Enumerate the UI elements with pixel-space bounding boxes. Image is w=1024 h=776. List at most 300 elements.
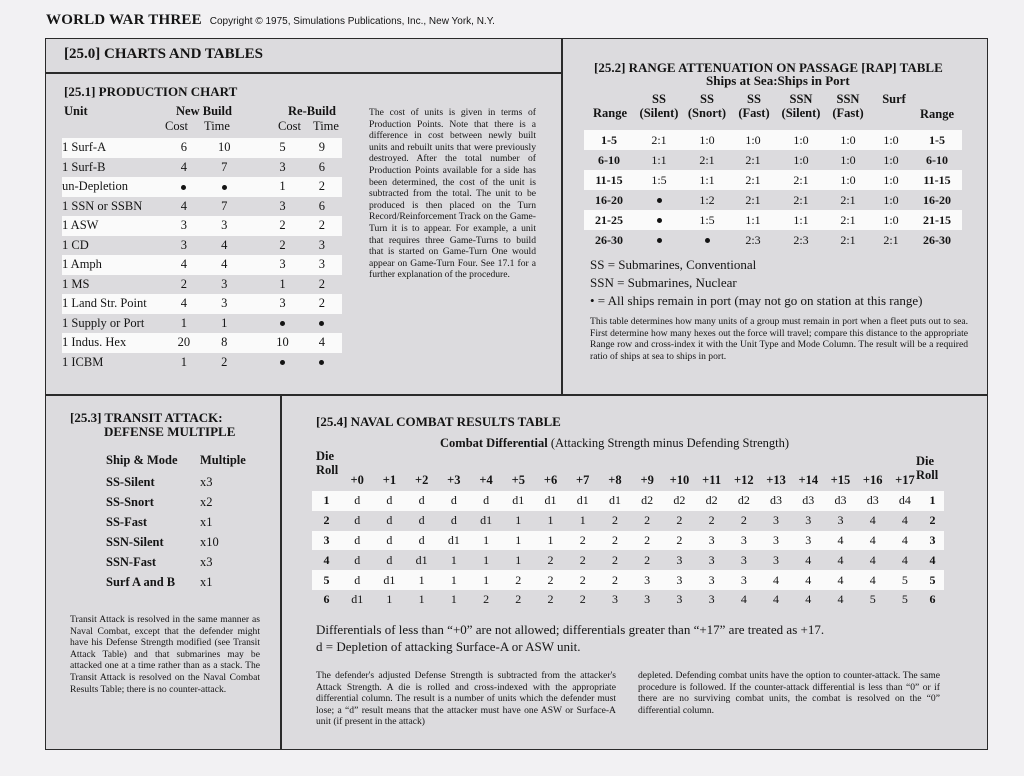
- header-spacer: [312, 469, 341, 491]
- result-cell: 3: [773, 513, 780, 528]
- table-cell: 7: [221, 198, 228, 213]
- unit-name: un-Depletion: [62, 177, 165, 197]
- result-cell: d: [386, 513, 393, 528]
- table-row: [584, 170, 962, 190]
- section-title: [25.0] CHARTS AND TABLES: [64, 46, 263, 62]
- result-cell: 2: [515, 592, 522, 607]
- result-cell: 2: [611, 513, 618, 528]
- result-cell: d1: [373, 570, 405, 590]
- result-cell: 1: [406, 570, 438, 590]
- table-row: [312, 511, 944, 531]
- differential-header: +13: [766, 472, 786, 487]
- table-cell: 3: [279, 198, 286, 213]
- table-cell: 2: [279, 237, 286, 252]
- result-cell: d1: [567, 491, 599, 511]
- roll-label: Roll: [316, 463, 339, 477]
- rap-col-range: Range: [592, 106, 628, 120]
- ratio-cell: 1:0: [883, 152, 899, 167]
- ratio-cell: [634, 190, 684, 210]
- dot-icon: [705, 238, 710, 243]
- result-cell: d2: [663, 491, 695, 511]
- result-cell: 1: [534, 531, 566, 551]
- result-cell: 3: [708, 592, 715, 607]
- col-cost: Cost: [165, 119, 188, 133]
- table-row: [62, 197, 342, 217]
- table-cell: 7: [221, 159, 228, 174]
- result-cell: 3: [773, 552, 780, 567]
- result-cell: 4: [824, 570, 856, 590]
- ratio-cell: 1:0: [870, 130, 912, 150]
- result-cell: 2: [599, 570, 631, 590]
- result-cell: 2: [708, 513, 715, 528]
- dot-icon: [657, 238, 662, 243]
- differential-header: +16: [862, 472, 883, 487]
- result-cell: 3: [696, 570, 728, 590]
- result-cell: 1: [515, 552, 522, 567]
- rap-table: [584, 130, 962, 250]
- result-cell: 5: [901, 592, 908, 607]
- result-cell: 2: [631, 531, 663, 551]
- result-cell: 4: [740, 592, 747, 607]
- col-multiple: Multiple: [200, 453, 246, 467]
- table-row: [62, 216, 342, 236]
- unit-name: 1 Supply or Port: [62, 315, 145, 330]
- result-cell: 2: [567, 531, 599, 551]
- ratio-cell: 1:1: [776, 210, 826, 230]
- result-cell: 4: [837, 592, 844, 607]
- result-cell: d3: [824, 491, 856, 511]
- result-cell: 2: [534, 570, 566, 590]
- ratio-cell: 1:0: [776, 130, 826, 150]
- table-row: [62, 236, 342, 256]
- result-cell: 2: [611, 552, 618, 567]
- range-cell: 11-15: [912, 170, 962, 190]
- rap-col-ss-snort: SS (Snort): [687, 92, 727, 120]
- table-row: [62, 353, 342, 373]
- rap-col-ssn-fast: SSN (Fast): [832, 92, 864, 120]
- table-cell: 4: [165, 255, 203, 275]
- ratio-cell: 2:1: [634, 130, 684, 150]
- ratio-cell: 1:0: [826, 130, 870, 150]
- table-row: [584, 130, 962, 150]
- result-cell: 3: [805, 513, 812, 528]
- result-cell: d3: [857, 491, 889, 511]
- range-cell: 21-15: [912, 210, 962, 230]
- ratio-cell: 2:1: [776, 170, 826, 190]
- unit-name: 1 Indus. Hex: [62, 333, 165, 353]
- table-row: [62, 314, 342, 334]
- transit-title-line1: [25.3] TRANSIT ATTACK:: [70, 410, 223, 425]
- divider: [45, 394, 988, 396]
- table-row: [62, 158, 342, 178]
- rap-col-surf: Surf: [882, 92, 906, 106]
- result-cell: 2: [599, 531, 631, 551]
- table-cell: [302, 353, 342, 373]
- result-cell: 1: [470, 531, 502, 551]
- result-cell: 4: [760, 570, 792, 590]
- table-cell: 3: [221, 276, 228, 291]
- table-row: [62, 138, 342, 158]
- result-cell: d1: [599, 491, 631, 511]
- result-cell: 1: [438, 570, 470, 590]
- document-title: WORLD WAR THREE: [46, 12, 202, 28]
- table-cell: 2: [263, 216, 301, 236]
- ratio-cell: 1:0: [730, 130, 776, 150]
- range-cell: 16-20: [595, 192, 623, 207]
- unit-name: 1 MS: [62, 276, 90, 291]
- result-cell: d1: [502, 491, 534, 511]
- divider: [561, 38, 563, 395]
- table-cell: 10: [263, 333, 301, 353]
- result-cell: 2: [502, 570, 534, 590]
- unit-name: 1 ICBM: [62, 354, 104, 369]
- col-time: Time: [204, 119, 230, 133]
- unit-name: 1 CD: [62, 237, 89, 252]
- result-cell: 2: [483, 592, 490, 607]
- ratio-cell: 1:1: [684, 170, 730, 190]
- table-cell: 3: [203, 294, 263, 314]
- copyright: Copyright © 1975, Simulations Publications, Inc., New York, N.Y.: [209, 16, 495, 27]
- result-cell: 4: [857, 570, 889, 590]
- ship-mode: SS-Snort: [106, 494, 154, 509]
- unit-name: 1 Surf-A: [62, 138, 165, 158]
- dot-icon: [222, 185, 227, 190]
- table-cell: 4: [302, 333, 342, 353]
- result-cell: 3: [837, 513, 844, 528]
- range-cell: 11-15: [584, 170, 634, 190]
- differential-header: +15: [830, 472, 851, 487]
- die-roll-cell: 2: [323, 513, 330, 528]
- table-cell: 3: [318, 237, 325, 252]
- ratio-cell: 2:1: [730, 170, 776, 190]
- result-cell: 4: [889, 531, 921, 551]
- table-cell: 4: [165, 294, 203, 314]
- table-cell: 8: [203, 333, 263, 353]
- multiple: x2: [200, 494, 213, 509]
- result-cell: 4: [869, 513, 876, 528]
- result-cell: 4: [805, 592, 812, 607]
- ship-mode: Surf A and B: [106, 574, 176, 589]
- ratio-cell: [634, 210, 684, 230]
- result-cell: 5: [889, 570, 921, 590]
- result-cell: 1: [470, 570, 502, 590]
- result-cell: d: [418, 513, 425, 528]
- differential-header: +3: [447, 472, 461, 487]
- differential-header: +5: [511, 472, 525, 487]
- multiple: x1: [200, 574, 213, 589]
- result-cell: 4: [857, 531, 889, 551]
- result-cell: d1: [480, 513, 493, 528]
- table-cell: 3: [302, 255, 342, 275]
- result-cell: 3: [728, 570, 760, 590]
- multiple: x1: [200, 514, 213, 529]
- result-cell: 2: [547, 592, 554, 607]
- ship-mode: SS-Silent: [106, 474, 155, 489]
- unit-name: 1 Land Str. Point: [62, 294, 165, 314]
- result-cell: d3: [792, 491, 824, 511]
- table-cell: 9: [302, 138, 342, 158]
- die-roll-cell: 1: [312, 491, 341, 511]
- die-roll-cell: 3: [312, 531, 341, 551]
- differential-header: +8: [608, 472, 622, 487]
- table-cell: 1: [180, 354, 187, 369]
- legend-ssn: SSN = Submarines, Nuclear: [590, 275, 737, 290]
- result-cell: d: [354, 552, 361, 567]
- result-cell: 3: [631, 570, 663, 590]
- result-cell: d: [386, 552, 393, 567]
- table-row: [62, 177, 342, 197]
- result-cell: d: [450, 513, 457, 528]
- result-cell: 3: [676, 552, 683, 567]
- rap-text: This table determines how many units of a group must remain in port when a fleet puts out to sea. First determine how many hexes out the force will travel; compare this distance to the appropriate Range row and cross-index it with the Unit Type and Mode Column. The result will be a required ratio of ships at sea to ships in port.: [590, 316, 968, 362]
- table-cell: 2: [302, 216, 342, 236]
- result-cell: d: [341, 491, 373, 511]
- table-cell: 6: [318, 159, 325, 174]
- result-cell: d1: [415, 552, 428, 567]
- result-cell: 1: [515, 513, 522, 528]
- dot-icon: [319, 360, 324, 365]
- diff-rest: (Attacking Strength minus Defending Strength): [550, 436, 790, 450]
- ratio-cell: 2:1: [745, 152, 761, 167]
- ratio-cell: [634, 230, 684, 250]
- table-cell: 4: [203, 255, 263, 275]
- dot-icon: [319, 321, 324, 326]
- result-cell: 4: [837, 552, 844, 567]
- table-cell: [263, 314, 301, 334]
- table-row: [106, 532, 256, 552]
- result-cell: 1: [579, 513, 586, 528]
- table-cell: 2: [318, 276, 325, 291]
- die-roll-cell: 5: [312, 570, 341, 590]
- table-cell: 4: [221, 237, 228, 252]
- ship-mode: SS-Fast: [106, 514, 147, 529]
- table-row: [62, 275, 342, 295]
- unit-name: 1 ASW: [62, 216, 165, 236]
- col-cost: Cost: [278, 119, 301, 133]
- result-cell: 3: [728, 531, 760, 551]
- unit-name: 1 SSN or SSBN: [62, 198, 143, 213]
- differential-header: +1: [382, 472, 397, 487]
- page-header: [46, 12, 495, 29]
- ratio-cell: 2:1: [826, 210, 870, 230]
- table-cell: 3: [165, 216, 203, 236]
- table-cell: 4: [180, 198, 187, 213]
- result-cell: 2: [547, 552, 554, 567]
- table-cell: 3: [263, 255, 301, 275]
- naval-combat-table: [312, 469, 944, 610]
- ratio-cell: 1:0: [883, 192, 899, 207]
- table-cell: 2: [180, 276, 187, 291]
- result-cell: 3: [611, 592, 618, 607]
- table-cell: 2: [302, 294, 342, 314]
- result-cell: 3: [696, 531, 728, 551]
- die-roll-cell: 1: [921, 491, 944, 511]
- table-cell: [302, 314, 342, 334]
- table-cell: 6: [165, 138, 203, 158]
- ratio-cell: 1:0: [826, 170, 870, 190]
- ratio-cell: 1:5: [684, 210, 730, 230]
- roll-label: Roll: [916, 468, 939, 482]
- ship-mode: SSN-Silent: [106, 534, 164, 549]
- differential-header: +4: [479, 472, 493, 487]
- differential-header: +0: [350, 472, 364, 487]
- ratio-cell: 2:3: [745, 232, 761, 247]
- table-row: [312, 531, 944, 551]
- result-cell: d: [373, 491, 405, 511]
- table-cell: 1: [279, 276, 286, 291]
- die-roll-cell: 2: [929, 513, 936, 528]
- result-cell: 2: [644, 552, 651, 567]
- table-cell: 3: [203, 216, 263, 236]
- range-cell: 16-20: [923, 192, 951, 207]
- rap-col-ss-silent: SS (Silent): [639, 92, 679, 120]
- ratio-cell: 1:1: [651, 152, 667, 167]
- dot-icon: [181, 185, 186, 190]
- col-ship-mode: Ship & Mode: [106, 453, 178, 467]
- dot-icon: [657, 218, 662, 223]
- unit-name: 1 Amph: [62, 255, 165, 275]
- result-cell: 1: [386, 592, 393, 607]
- naval-title: [25.4] NAVAL COMBAT RESULTS TABLE: [316, 414, 561, 429]
- result-cell: d: [354, 513, 361, 528]
- range-cell: 26-30: [923, 232, 951, 247]
- result-cell: d1: [351, 592, 364, 607]
- ratio-cell: [684, 230, 730, 250]
- rap-col-range-right: Range: [919, 107, 955, 121]
- result-cell: 1: [483, 552, 490, 567]
- differential-header: +6: [543, 472, 558, 487]
- die-roll-cell: 6: [323, 592, 330, 607]
- result-cell: 4: [824, 531, 856, 551]
- die-roll-cell: 6: [929, 592, 936, 607]
- differential-header: +12: [734, 472, 754, 487]
- table-cell: 3: [279, 159, 286, 174]
- table-cell: [263, 353, 301, 373]
- result-cell: d1: [534, 491, 566, 511]
- result-cell: 3: [760, 531, 792, 551]
- table-cell: 10: [203, 138, 263, 158]
- table-row: [312, 491, 944, 511]
- table-cell: 4: [180, 159, 187, 174]
- table-cell: 3: [263, 294, 301, 314]
- ratio-cell: 2:1: [699, 152, 715, 167]
- result-cell: 2: [579, 552, 586, 567]
- table-row: [584, 150, 962, 170]
- table-cell: 6: [318, 198, 325, 213]
- die-label: Die: [316, 449, 335, 463]
- die-roll-cell: 4: [929, 552, 936, 567]
- result-cell: 2: [663, 531, 695, 551]
- table-row: [62, 255, 342, 275]
- ship-mode: SSN-Fast: [106, 554, 157, 569]
- table-cell: 5: [263, 138, 301, 158]
- result-cell: 3: [740, 552, 747, 567]
- ratio-cell: 1:0: [684, 130, 730, 150]
- result-cell: d4: [889, 491, 921, 511]
- naval-header-row: [312, 469, 944, 491]
- result-cell: d2: [728, 491, 760, 511]
- table-row: [106, 572, 256, 592]
- result-cell: 4: [773, 592, 780, 607]
- result-cell: 1: [418, 592, 425, 607]
- naval-subtitle: [440, 434, 789, 452]
- naval-note-1: Differentials of less than “+0” are not allowed; differentials greater than “+17” are treated as +17.: [316, 622, 825, 637]
- naval-text-left: The defender's adjusted Defense Strength is subtracted from the attacker's Attack Strength. A die is rolled and cross-indexed with the appropriate differential column. The result is a number of units which the defender must lose; a “d” result means that the attacker must have one ASW or Surface-A unit (if present in the attack): [316, 670, 616, 728]
- col-rebuild: Re-Build: [288, 104, 336, 118]
- result-cell: 1: [450, 592, 457, 607]
- table-cell: 2: [302, 177, 342, 197]
- result-cell: 2: [676, 513, 683, 528]
- die-roll-cell: 3: [921, 531, 944, 551]
- ratio-cell: 2:1: [883, 232, 899, 247]
- ratio-cell: 2:1: [793, 192, 809, 207]
- ratio-cell: 1:1: [730, 210, 776, 230]
- dot-icon: [657, 198, 662, 203]
- table-row: [106, 472, 256, 492]
- table-row: [584, 210, 962, 230]
- result-cell: d2: [631, 491, 663, 511]
- result-cell: 1: [502, 531, 534, 551]
- table-row: [106, 512, 256, 532]
- result-cell: 2: [644, 513, 651, 528]
- naval-text-right: depleted. Defending combat units have the option to counter-attack. The same procedure is followed. If the counter-attack differential is less than “0” or if there are no surviving combat units, the combat is resolved on the “0” differential column.: [638, 670, 940, 716]
- table-row: [106, 552, 256, 572]
- range-cell: 1-5: [584, 130, 634, 150]
- table-row: [312, 590, 944, 610]
- table-row: [62, 333, 342, 353]
- range-cell: 6-10: [926, 152, 948, 167]
- result-cell: 3: [644, 592, 651, 607]
- result-cell: 4: [805, 552, 812, 567]
- production-title: [25.1] PRODUCTION CHART: [64, 84, 238, 99]
- legend-ss: SS = Submarines, Conventional: [590, 257, 757, 272]
- ratio-cell: 1:2: [699, 192, 715, 207]
- rap-col-ss-fast: SS (Fast): [738, 92, 770, 120]
- transit-table: [106, 472, 256, 592]
- result-cell: d3: [760, 491, 792, 511]
- result-cell: 4: [901, 552, 908, 567]
- legend-dot: • = All ships remain in port (may not go on station at this range): [590, 293, 923, 308]
- ratio-cell: 1:0: [793, 152, 809, 167]
- ratio-cell: 1:0: [840, 152, 856, 167]
- result-cell: 2: [567, 570, 599, 590]
- rap-legend: [590, 256, 923, 310]
- result-cell: 4: [901, 513, 908, 528]
- table-row: [584, 190, 962, 210]
- result-cell: d: [341, 570, 373, 590]
- result-cell: d: [341, 531, 373, 551]
- die-roll-cell: 5: [921, 570, 944, 590]
- header-spacer: [921, 469, 944, 491]
- range-cell: 6-10: [598, 152, 620, 167]
- divider: [45, 72, 562, 74]
- table-cell: 1: [180, 315, 187, 330]
- result-cell: 2: [740, 513, 747, 528]
- table-row: [106, 492, 256, 512]
- production-table: [62, 138, 342, 372]
- result-cell: 1: [450, 552, 457, 567]
- table-cell: 20: [165, 333, 203, 353]
- ratio-cell: 1:5: [634, 170, 684, 190]
- result-cell: 3: [792, 531, 824, 551]
- result-cell: 3: [708, 552, 715, 567]
- col-newbuild: New Build: [176, 104, 232, 118]
- multiple: x10: [200, 534, 219, 549]
- result-cell: d1: [438, 531, 470, 551]
- differential-header: +2: [414, 472, 429, 487]
- divider: [280, 394, 282, 750]
- range-cell: 1-5: [912, 130, 962, 150]
